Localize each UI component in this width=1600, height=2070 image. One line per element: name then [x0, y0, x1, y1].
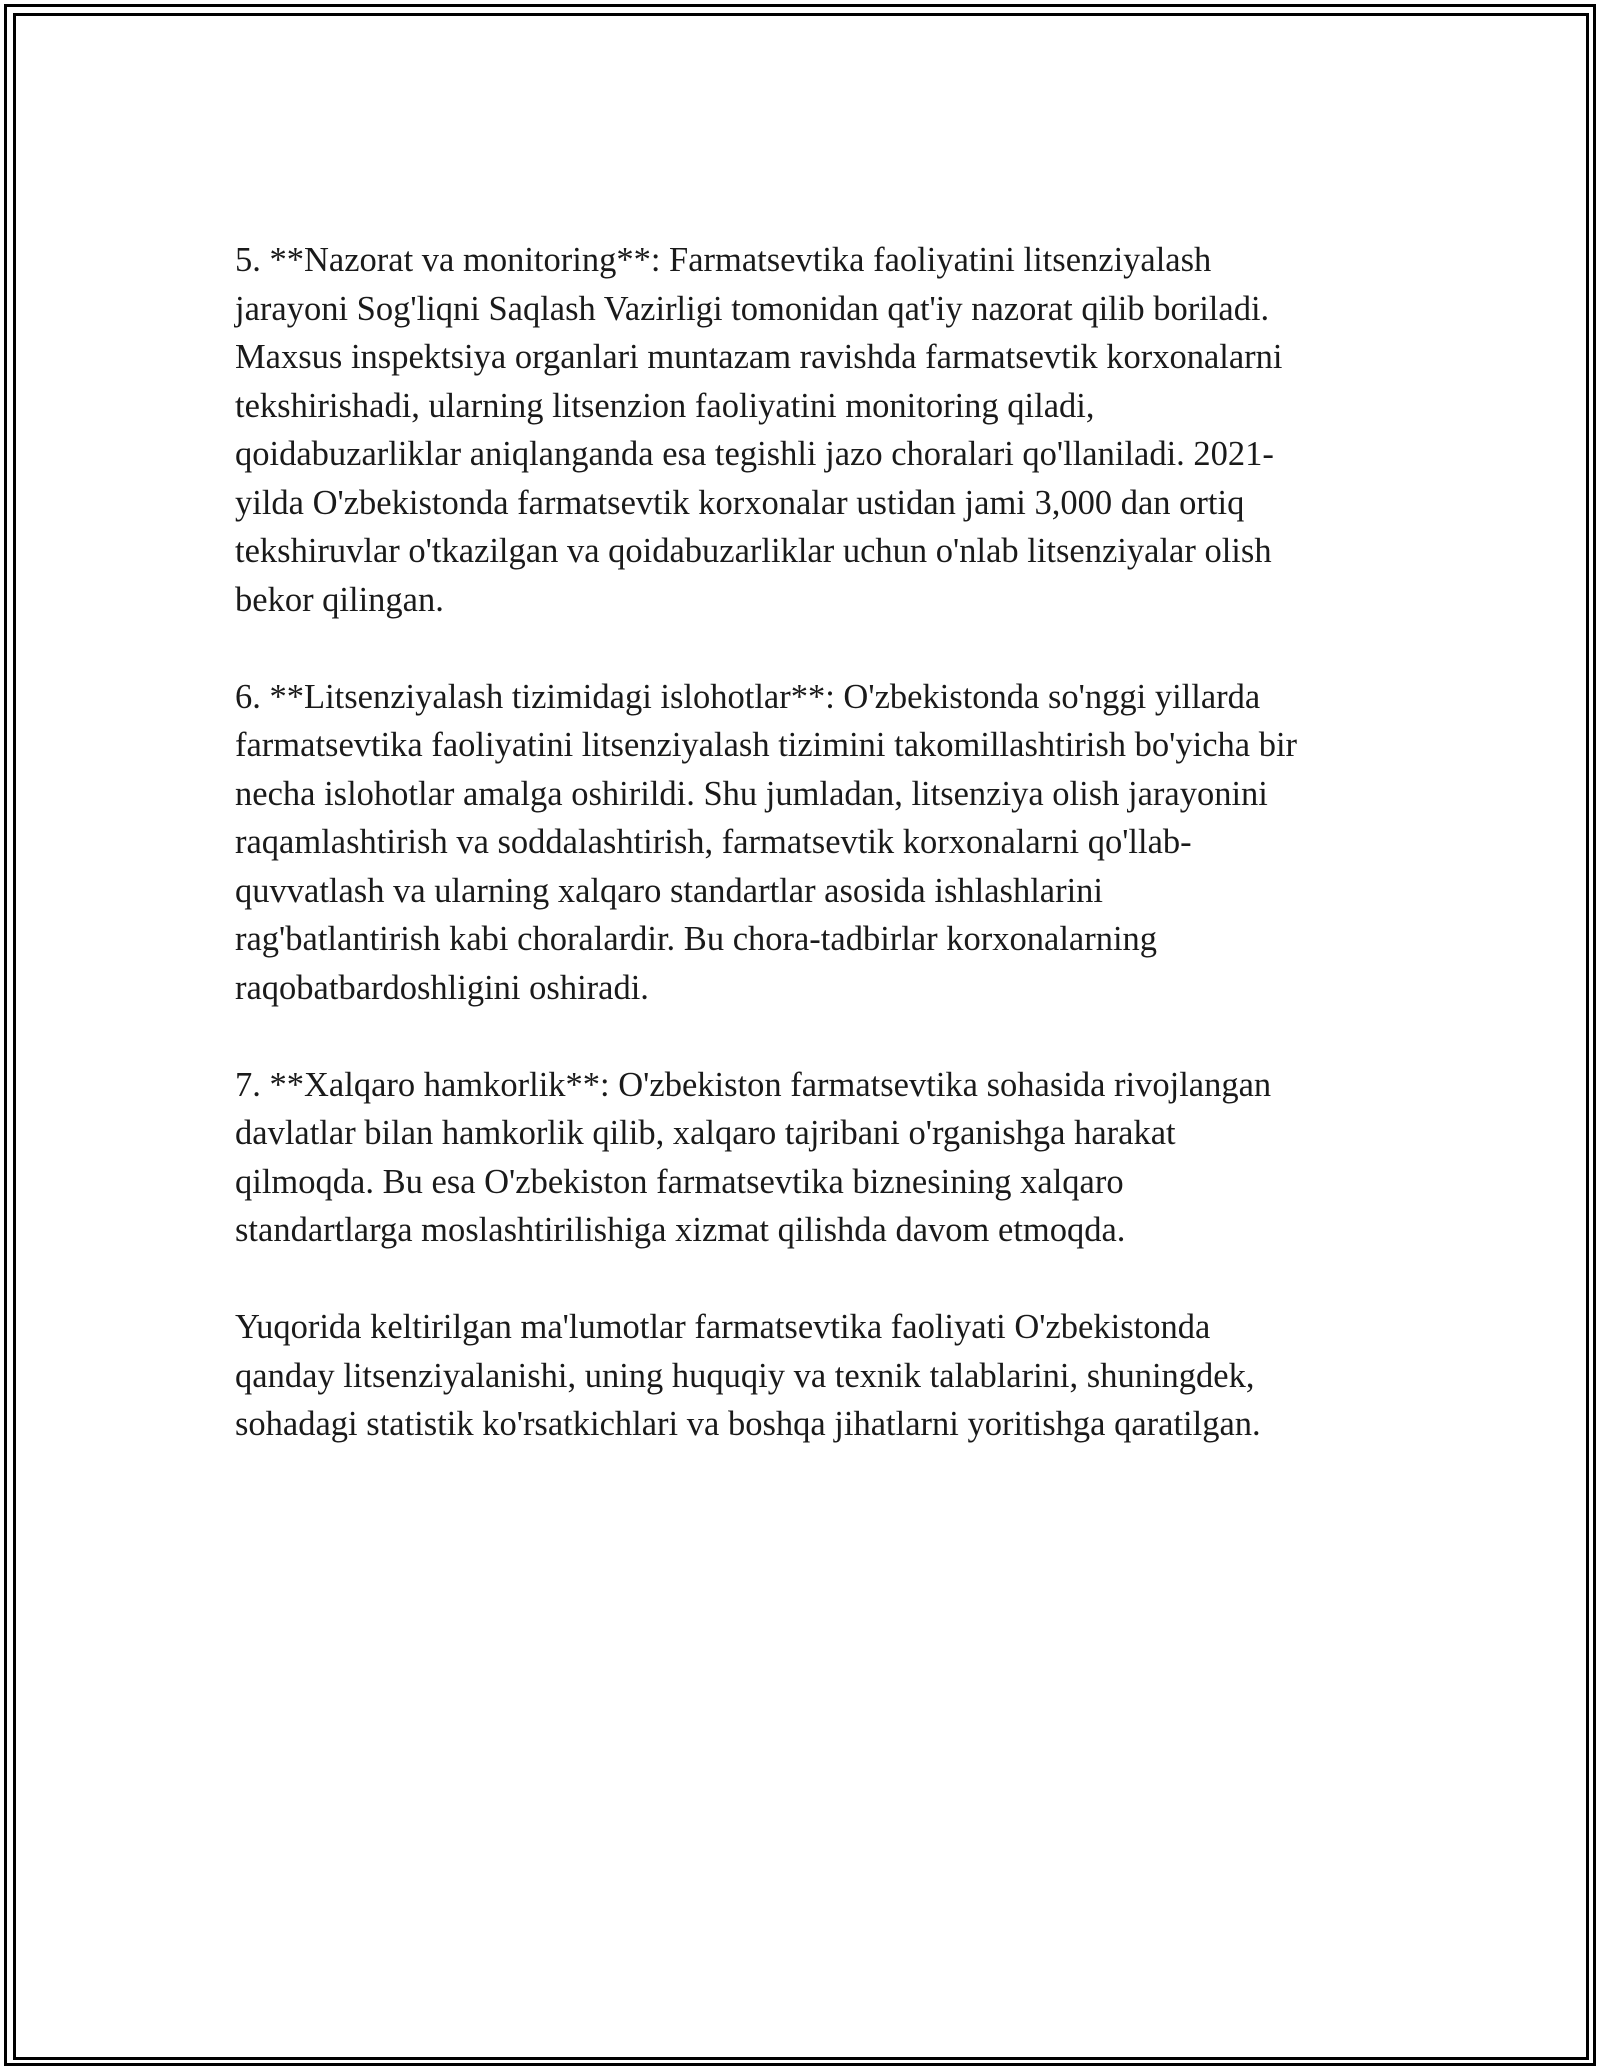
paragraph-xalqaro-hamkorlik: 7. **Xalqaro hamkorlik**: O'zbekiston farmatsevtika sohasida rivojlangan davlatlar bilan hamkorlik qilib, xalqaro tajribani o'rganishga harakat qilmoqda. Bu esa O'zbekiston farmatsevtika biznesining xalqaro standartlarga moslashtirilishiga xizmat qilishda davom etmoqda. [235, 1065, 1272, 1249]
document-body [235, 236, 1385, 1497]
paragraph-litsenziyalash-islohotlar: 6. **Litsenziyalash tizimidagi islohotlar**: O'zbekistonda so'nggi yillarda farmatsevtika faoliyatini litsenziyalash tizimini takomillashtirish bo'yicha bir necha islohotlar amalga oshirildi. Shu jumladan, litsenziya olish jarayonini raqamlashtirish va soddalashtirish, farmatsevtik korxonalarni qo'llab- quvvatlash va ularning xalqaro standartlar asosida ishlashlarini rag'batlantirish kabi choralardir. Bu chora-tadbirlar korxonalarning raqobatbardoshligini oshiradi. [235, 677, 1298, 1007]
paragraph-conclusion: Yuqorida keltirilgan ma'lumotlar farmatsevtika faoliyati O'zbekistonda qanday litsenziyalanishi, uning huquqiy va texnik talablarini, shuningdek, sohadagi statistik ko'rsatkichlari va boshqa jihatlarni yoritishga qaratilgan. [235, 1308, 1261, 1443]
paragraph-nazorat-monitoring: 5. **Nazorat va monitoring**: Farmatsevtika faoliyatini litsenziyalash jarayoni Sog'liqni Saqlash Vazirligi tomonidan qat'iy nazorat qilib boriladi. Maxsus inspektsiya organlari muntazam ravishda farmatsevtik korxonalarni tekshirishadi, ularning litsenzion faoliyatini monitoring qiladi, qoidabuzarliklar aniqlanganda esa tegishli jazo choralari qo'llaniladi. 2021- yilda O'zbekistonda farmatsevtik korxonalar ustidan jami 3,000 dan ortiq tekshiruvlar o'tkazilgan va qoidabuzarliklar uchun o'nlab litsenziyalar olish bekor qilingan. [235, 241, 1283, 619]
